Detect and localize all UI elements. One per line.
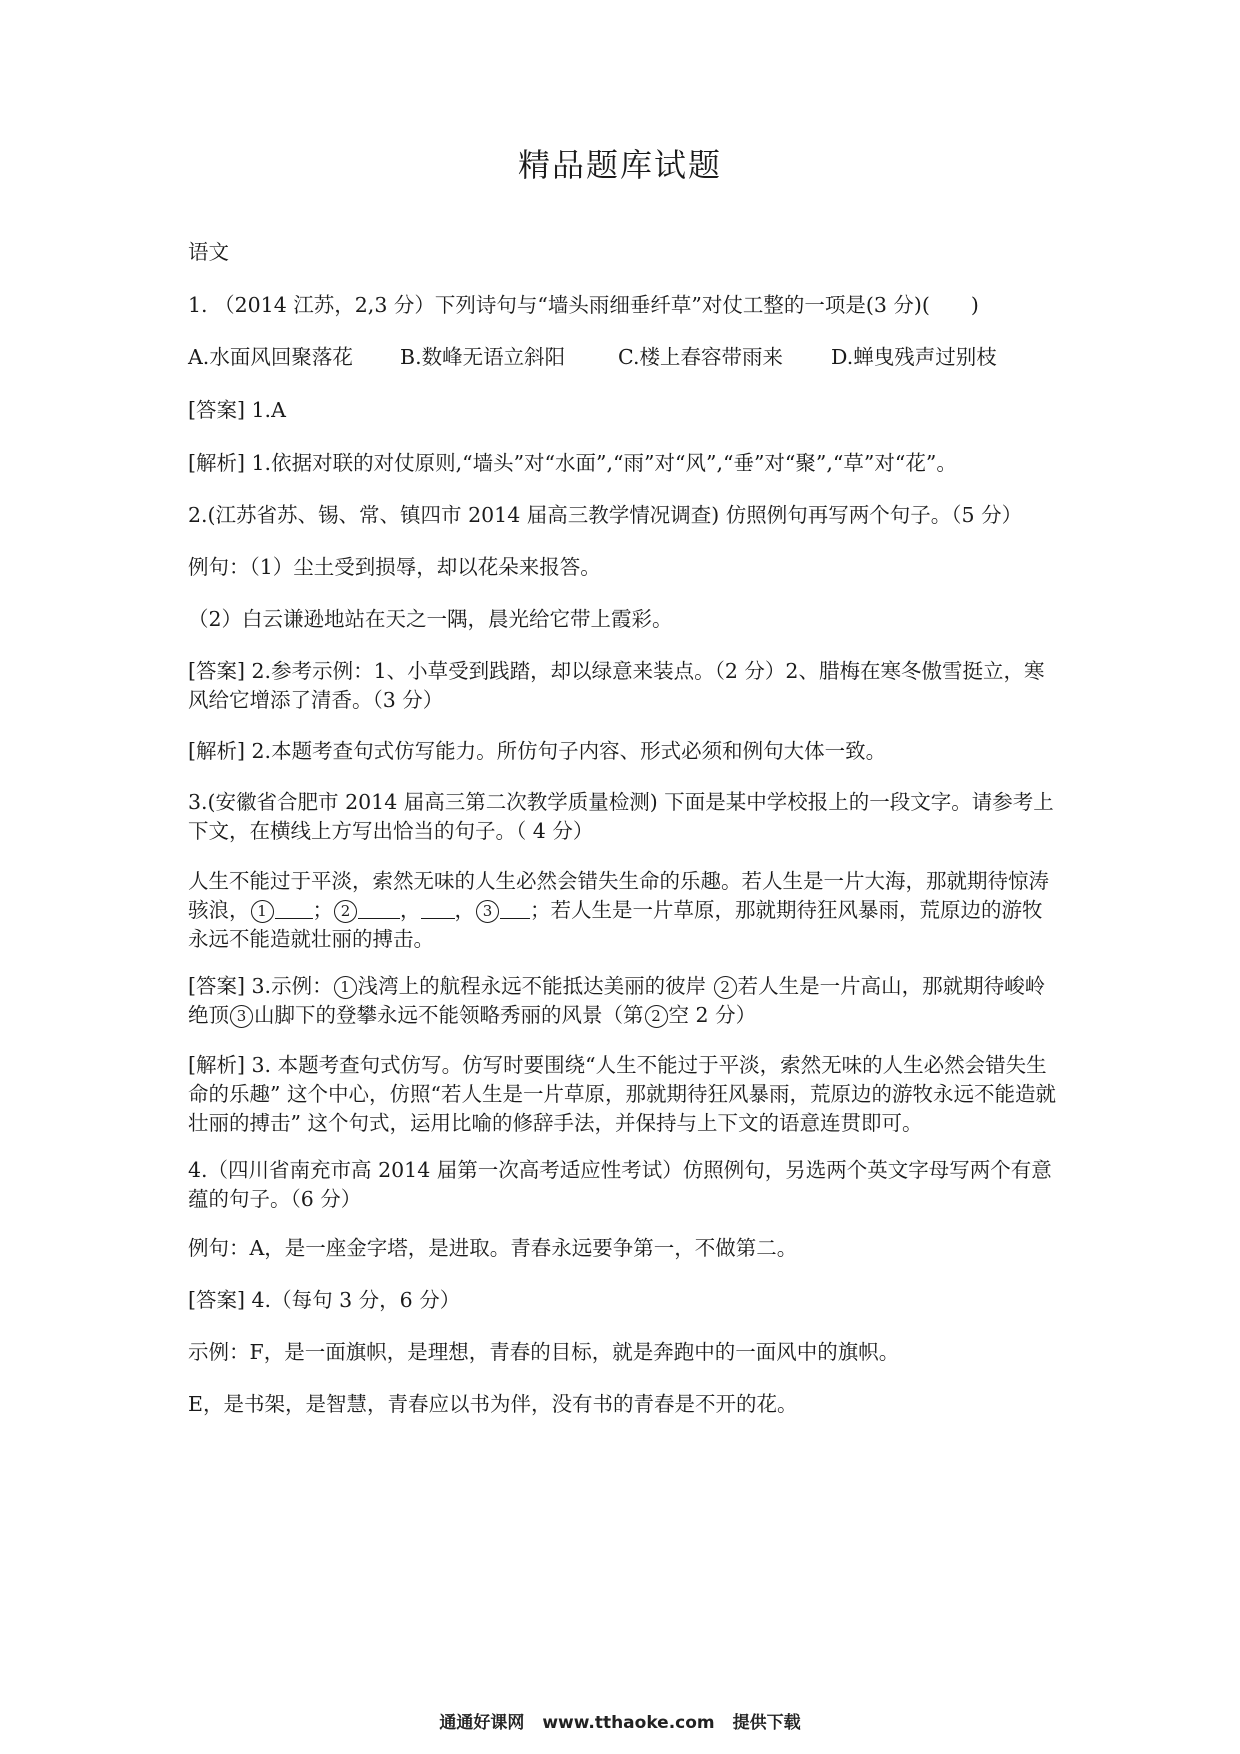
- question-4-example: 例句：A，是一座金字塔，是进取。青春永远要争第一，不做第二。: [188, 1236, 798, 1260]
- question-2-analysis: [解析] 2.本题考查句式仿写能力。所仿句子内容、形式必须和例句大体一致。: [188, 739, 887, 763]
- question-1-stem: 1. （2014 江苏，2,3 分）下列诗句与“墙头雨细垂纤草”对仗工整的一项是(3 分)( ): [188, 293, 979, 317]
- question-2-stem: 2.(江苏省苏、锡、常、镇四市 2014 届高三教学情况调查) 仿照例句再写两个句子。（5 分）: [188, 503, 1023, 527]
- circled-number-2: 2: [645, 1005, 668, 1028]
- footer-url[interactable]: www.tthaoke.com: [542, 1713, 715, 1733]
- question-3-stem: 3.(安徽省合肥市 2014 届高三第二次教学质量检测) 下面是某中学校报上的一段文字。请参考上下文，在横线上方写出恰当的句子。（ 4 分）: [188, 790, 1054, 843]
- circled-number-3: 3: [230, 1005, 253, 1028]
- answer-part-1: 浅湾上的航程永远不能抵达美丽的彼岸: [357, 974, 713, 998]
- circled-number-1: 1: [251, 900, 274, 923]
- passage-text-before: 人生不能过于平淡，索然无味的人生必然会错失生命的乐趣。若人生是一片大海，那就期待惊涛骇浪，: [188, 869, 1049, 922]
- page-title: 精品题库试题: [517, 146, 722, 184]
- circled-number-2: 2: [714, 976, 737, 999]
- option-b: B.数峰无语立斜阳: [400, 345, 566, 369]
- question-4-sample-1: 示例：F，是一面旗帜，是理想，青春的目标，就是奔跑中的一面风中的旗帜。: [188, 1340, 900, 1364]
- option-d: D.蝉曳残声过别枝: [831, 345, 997, 369]
- question-1-analysis: [解析] 1.依据对联的对仗原则,“墙头”对“水面”,“雨”对“风”,“垂”对“聚”,“草”对“花”。: [188, 451, 957, 475]
- answer-part-3: 山脚下的登攀永远不能领略秀丽的风景（第: [254, 1003, 644, 1027]
- circled-number-2: 2: [334, 900, 357, 923]
- question-4-stem: 4.（四川省南充市高 2014 届第一次高考适应性考试）仿照例句，另选两个英文字母写两个有意蕴的句子。（6 分）: [188, 1158, 1052, 1211]
- question-2-example-2: （2）白云谦逊地站在天之一隅，晨光给它带上霞彩。: [188, 607, 673, 631]
- page-footer: [0, 1708, 1240, 1733]
- footer-note: 提供下载: [732, 1713, 801, 1733]
- answer-prefix: [答案] 3.示例：: [188, 974, 333, 998]
- passage-text-after: ；若人生是一片草原，那就期待狂风暴雨，荒原边的游牧永远不能造就壮丽的搏击。: [188, 898, 1043, 951]
- question-3-answer: [188, 972, 1060, 1030]
- option-c: C.楼上春容带雨来: [618, 345, 783, 369]
- footer-site-name: 通通好课网: [439, 1713, 525, 1733]
- question-2-example-1: 例句：（1）尘土受到损辱，却以花朵来报答。: [188, 555, 601, 579]
- question-2-answer: [答案] 2.参考示例：1、小草受到践踏，却以绿意来装点。（2 分）2、腊梅在寒冬傲雪挺立，寒风给它增添了清香。（3 分）: [188, 659, 1045, 712]
- option-a: A.水面风回聚落花: [188, 345, 353, 369]
- subject-label: 语文: [188, 240, 229, 264]
- answer-part-2: 若人生是一片高山，那就期待峻岭绝顶: [188, 974, 1046, 1027]
- question-4-sample-2: E，是书架，是智慧，青春应以书为伴，没有书的青春是不开的花。: [188, 1392, 798, 1416]
- circled-number-3: 3: [476, 900, 499, 923]
- question-1-options: [188, 343, 1060, 372]
- fill-blank-3: [421, 898, 455, 919]
- question-3-analysis: [解析] 3. 本题考查句式仿写。仿写时要围绕“人生不能过于平淡，索然无味的人生必然会错失生命的乐趣” 这个中心，仿照“若人生是一片草原，那就期待狂风暴雨，荒原边的游牧永远不能造就壮丽的搏击” 这个句式，运用比喻的修辞手法，并保持与上下文的语意连贯即可。: [188, 1053, 1056, 1135]
- circled-number-1: 1: [334, 976, 357, 999]
- fill-blank-1: [275, 898, 313, 919]
- question-4-answer: [答案] 4.（每句 3 分，6 分）: [188, 1288, 461, 1312]
- fill-blank-4: [500, 898, 530, 919]
- question-3-passage: 人生不能过于平淡，索然无味的人生必然会错失生命的乐趣。若人生是一片大海，那就期待惊涛骇浪， 1 ； 2 ， ， 3 ；若人生是一片草原，那就期待狂风暴雨，荒原边的游牧永远不能造就壮丽的搏击。: [188, 869, 1049, 951]
- answer-part-4: 空 2 分）: [668, 1003, 757, 1027]
- fill-blank-2: [358, 898, 400, 919]
- question-1-answer: [答案] 1.A: [188, 398, 286, 422]
